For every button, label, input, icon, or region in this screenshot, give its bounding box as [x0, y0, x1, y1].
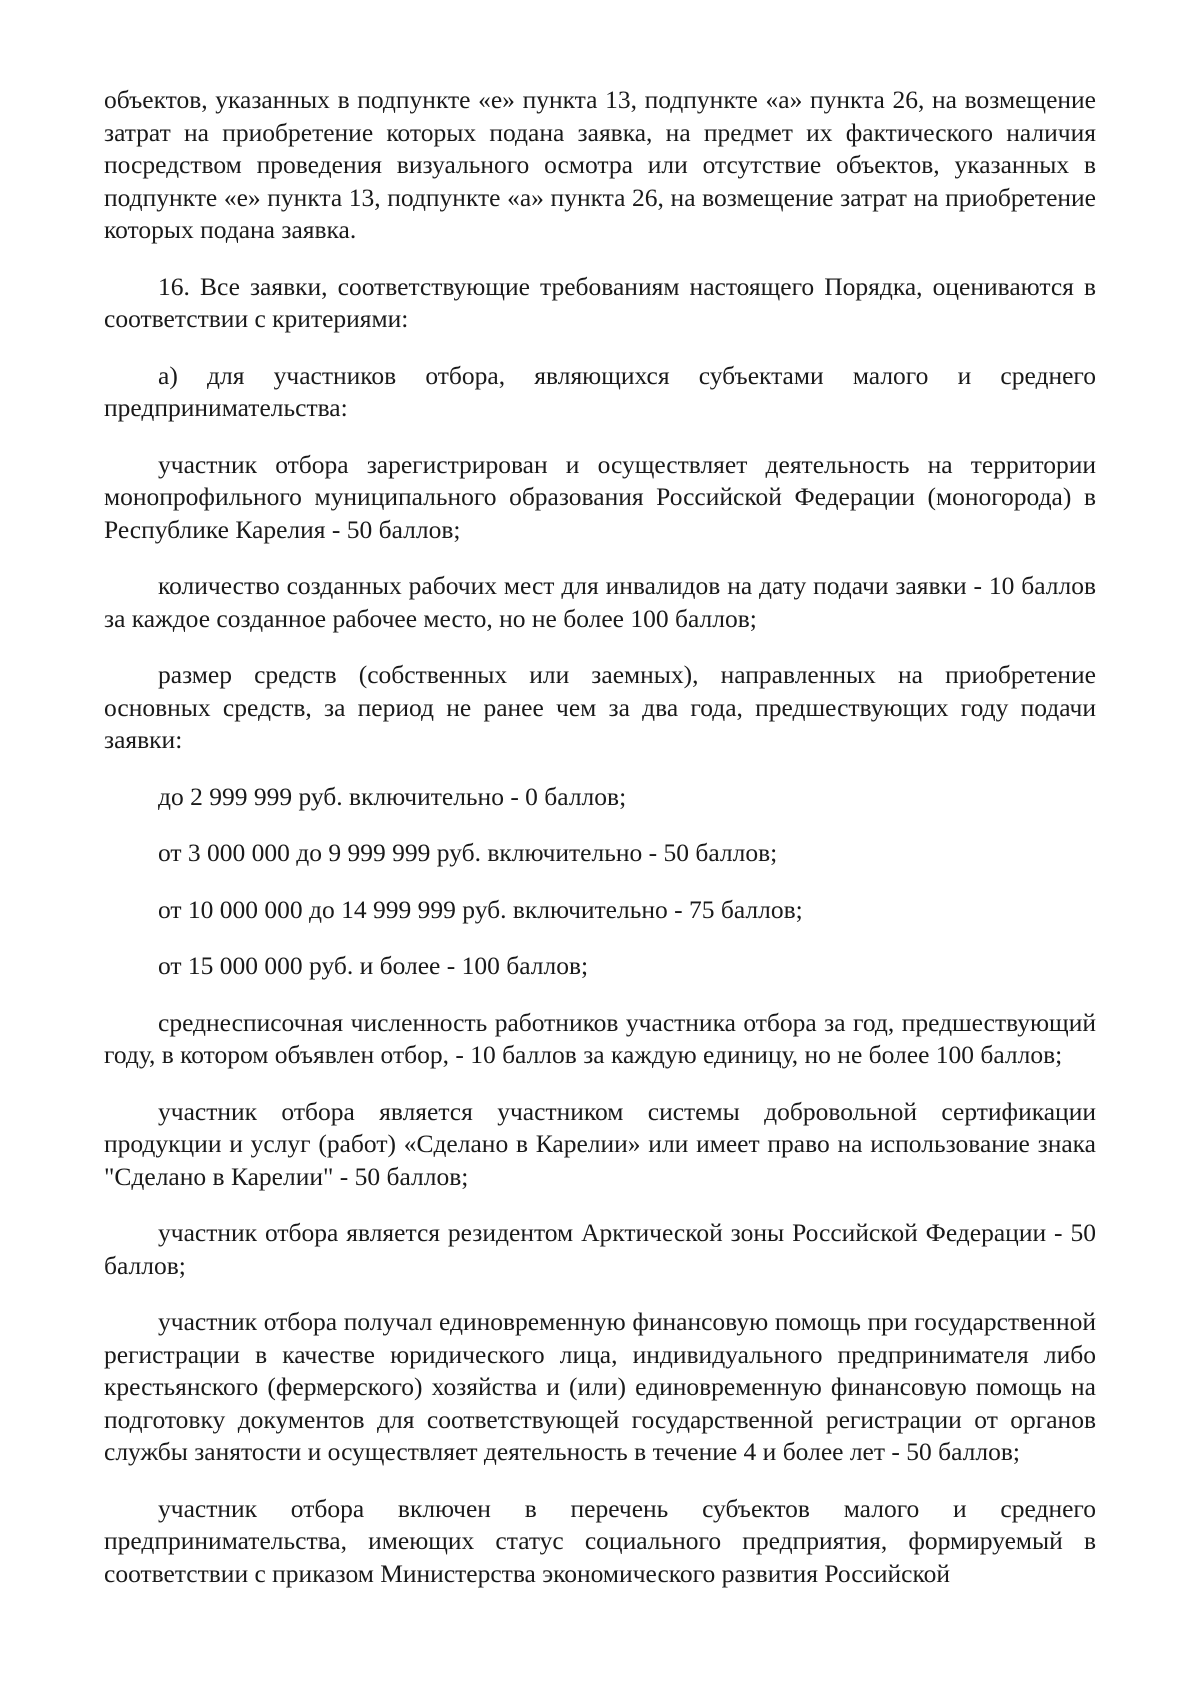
paragraph-16a: а) для участников отбора, являющихся субъектами малого и среднего предпринимательства: — [104, 360, 1096, 422]
paragraph-criterion-arctic: участник отбора является резидентом Арктической зоны Российской Федерации - 50 баллов; — [104, 1218, 1096, 1280]
paragraph-criterion-monogorod: участник отбора зарегистрирован и осуществляет деятельность на территории монопрофильного муниципального образования Российской Федерации (моногорода) в Республике Карелия - 50 баллов; — [104, 449, 1096, 544]
paragraph-criterion-social: участник отбора включен в перечень субъектов малого и среднего предпринимательства, имеющих статус социального предприятия, формируемый в соответствии с приказом Министерства экономического развития Российской — [104, 1493, 1096, 1588]
paragraph-16: 16. Все заявки, соответствующие требованиям настоящего Порядка, оцениваются в соответствии с критериями: — [104, 271, 1096, 333]
list-item-range-1: до 2 999 999 руб. включительно - 0 баллов; — [158, 781, 627, 811]
list-item-range-4: от 15 000 000 руб. и более - 100 баллов; — [158, 951, 589, 980]
paragraph-criterion-funds: размер средств (собственных или заемных), направленных на приобретение основных средств, за период не ранее чем за два года, предшествующих году подачи заявки: — [104, 660, 1096, 754]
list-item-range-2: от 3 000 000 до 9 999 999 руб. включительно - 50 баллов; — [158, 838, 778, 867]
paragraph-criterion-disabled-jobs: количество созданных рабочих мест для инвалидов на дату подачи заявки - 10 баллов за каждое созданное рабочее место, но не более 100 баллов; — [104, 571, 1096, 633]
paragraph-criterion-headcount: среднесписочная численность работников участника отбора за год, предшествующий году, в котором объявлен отбор, - 10 баллов за каждую единицу, но не более 100 баллов; — [104, 1007, 1096, 1069]
paragraph-continuation: объектов, указанных в подпункте «е» пункта 13, подпункте «а» пункта 26, на возмещение затрат на приобретение которых подана заявка, на предмет их фактического наличия посредством проведения визуального осмотра или отсутствие объектов, указанных в подпункте «е» пункта 13, подпункте «а» пункта 26, на возмещение затрат на приобретение которых подана заявка. — [104, 85, 1096, 244]
list-item-range-3: от 10 000 000 до 14 999 999 руб. включительно - 75 баллов; — [158, 894, 803, 924]
paragraph-criterion-lump-sum: участник отбора получал единовременную финансовую помощь при государственной регистрации в качестве юридического лица, индивидуального предпринимателя либо крестьянского (фермерского) хозяйства и (или) единовременную финансовую помощь на подготовку документов для соответствующей государственной регистрации от органов службы занятости и осуществляет деятельность в течение 4 и более лет - 50 баллов; — [104, 1307, 1096, 1466]
paragraph-criterion-karelia-cert: участник отбора является участником системы добровольной сертификации продукции и услуг (работ) «Сделано в Карелии» или имеет право на использование знака "Сделано в Карелии" - 50 баллов; — [104, 1096, 1096, 1191]
